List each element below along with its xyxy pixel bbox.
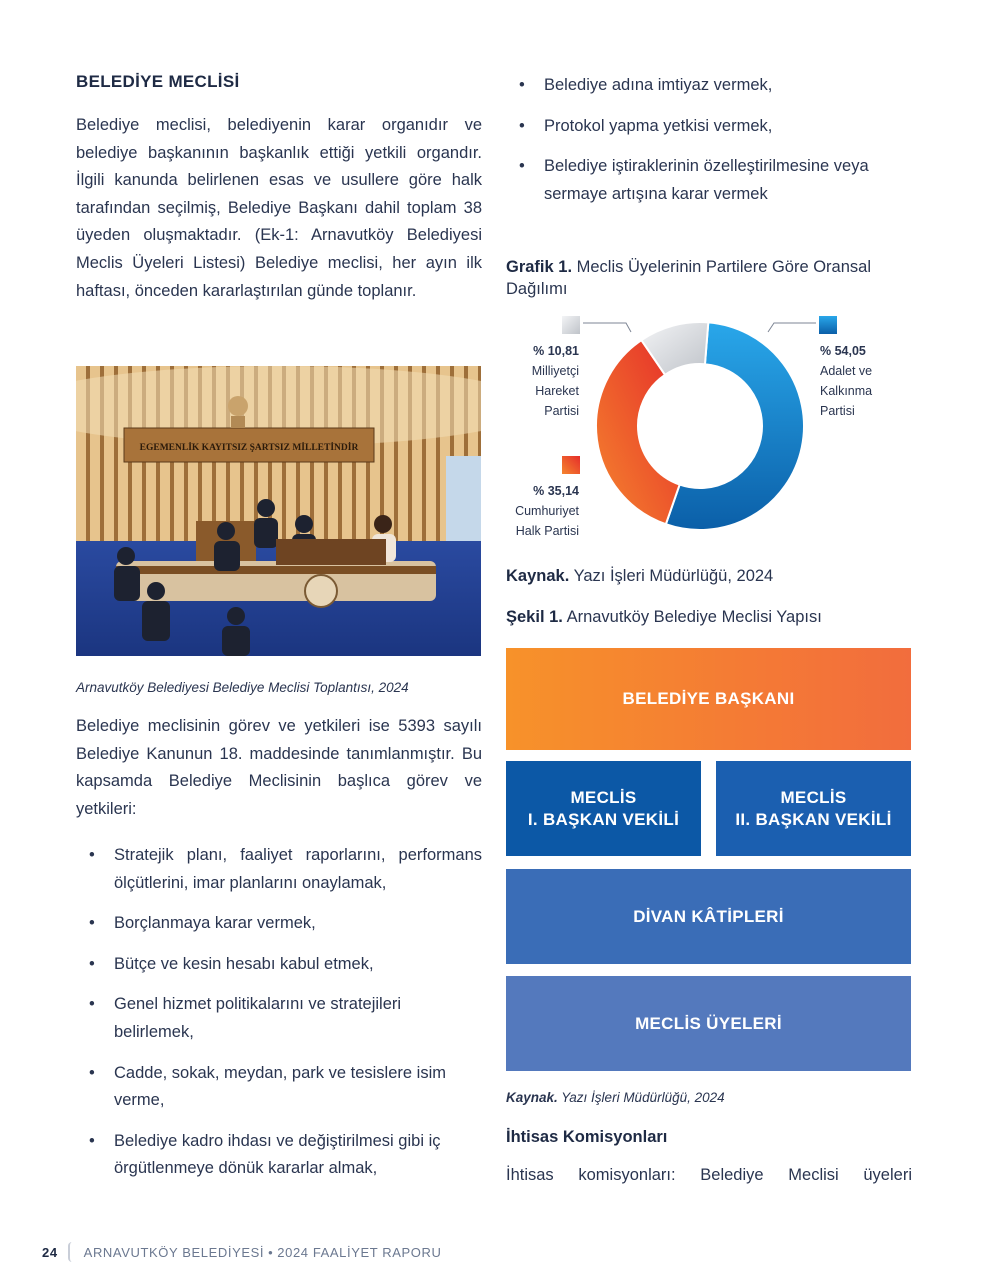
chart-source	[506, 567, 773, 586]
page-footer	[42, 1242, 442, 1262]
mhp-name-label: Milliyetçi	[531, 364, 579, 378]
chart-title-label: Grafik 1.	[506, 258, 573, 276]
org-box-first-vice-chair	[506, 761, 701, 856]
akp-name-label: Kalkınma	[820, 384, 873, 398]
org-box-divan-katipleri	[506, 869, 911, 964]
akp-legend-swatch	[819, 316, 837, 334]
org-box-label: DİVAN KÂTİPLERİ	[633, 906, 784, 926]
org-box-belediye-baskani	[506, 648, 911, 750]
akp-name-label: Partisi	[820, 404, 855, 418]
list-item: • Genel hizmet politikalarını ve stratejileri belirlemek,	[76, 991, 482, 1046]
footer-report: 2024 FAALİYET RAPORU	[277, 1244, 442, 1260]
duties-paragraph: Belediye meclisinin görev ve yetkileri ise 5393 sayılı Belediye Kanunun 18. maddesinde tanımlanmıştır. Bu kapsamda Belediye Meclisinin başlıca görev ve yetkileri:	[76, 717, 482, 818]
duties-list-right	[506, 72, 912, 208]
footer-divider	[68, 1242, 76, 1262]
chart-source-text: Yazı İşleri Müdürlüğü, 2024	[573, 567, 774, 585]
figure-title-label: Şekil 1.	[506, 608, 563, 626]
council-meeting-photo	[76, 366, 481, 656]
list-item: • Protokol yapma yetkisi vermek,	[506, 113, 912, 141]
photo-wall-text: EGEMENLİK KAYITSIZ ŞARTSIZ MİLLETİNDİR	[139, 443, 359, 453]
page-number: 24	[42, 1244, 58, 1260]
mhp-leader-line	[583, 323, 631, 332]
org-box-label: BELEDİYE BAŞKANI	[622, 689, 795, 708]
figure-title	[506, 608, 822, 627]
list-item: • Stratejik planı, faaliyet raporlarını, performans ölçütlerini, imar planlarını onaylamak,	[76, 842, 482, 897]
chart-title-text: Meclis Üyelerinin Partilere Göre Oransal Dağılımı	[506, 258, 871, 298]
footer-org: ARNAVUTKÖY BELEDİYESİ	[83, 1244, 265, 1260]
org-box-label: MECLİS ÜYELERİ	[635, 1013, 782, 1033]
chp-name-label: Cumhuriyet	[515, 504, 579, 518]
list-item: • Belediye adına imtiyaz vermek,	[506, 72, 912, 100]
org-box-label: II. BAŞKAN VEKİLİ	[735, 809, 892, 829]
duties-list-left	[76, 842, 482, 1183]
figure-title-text: Arnavutköy Belediye Meclisi Yapısı	[566, 608, 822, 626]
mhp-percent-label: % 10,81	[533, 344, 579, 358]
figure-source-text: Yazı İşleri Müdürlüğü, 2024	[561, 1090, 725, 1105]
chp-name-label: Halk Partisi	[515, 524, 579, 538]
akp-percent-label: % 54,05	[820, 344, 866, 358]
list-item: • Borçlanmaya karar vermek,	[76, 910, 482, 938]
chp-percent-label: % 35,14	[533, 484, 579, 498]
org-box-label: MECLİS	[780, 787, 847, 807]
mhp-name-label: Hareket	[535, 384, 579, 398]
list-item: • Belediye kadro ihdası ve değiştirilmesi gibi iç örgütlenmeye dönük kararlar almak,	[76, 1128, 482, 1183]
org-box-label: I. BAŞKAN VEKİLİ	[527, 809, 680, 829]
ihtisas-heading: İhtisas Komisyonları	[506, 1128, 668, 1146]
chp-legend-swatch	[562, 456, 580, 474]
photo-caption: Arnavutköy Belediyesi Belediye Meclisi Toplantısı, 2024	[76, 680, 409, 695]
chart-title	[506, 256, 912, 300]
footer-dot: •	[268, 1244, 274, 1260]
org-box-second-vice-chair	[716, 761, 911, 856]
mhp-legend-swatch	[562, 316, 580, 334]
org-box-label: MECLİS	[570, 787, 637, 807]
akp-name-label: Adalet ve	[820, 364, 873, 378]
chart-source-label: Kaynak.	[506, 567, 570, 585]
figure-source-label: Kaynak.	[506, 1090, 558, 1105]
list-item: • Cadde, sokak, meydan, park ve tesislere isim verme,	[76, 1060, 482, 1115]
list-item: • Belediye iştiraklerinin özelleştirilmesine veya sermaye artışına karar vermek	[506, 153, 912, 208]
org-box-meclis-uyeleri	[506, 976, 911, 1071]
mhp-name-label: Partisi	[544, 404, 579, 418]
section-heading: BELEDİYE MECLİSİ	[76, 72, 240, 91]
akp-leader-line	[768, 323, 816, 332]
ihtisas-paragraph: İhtisas komisyonları: Belediye Meclisi üyeleri	[506, 1166, 912, 1184]
list-item: • Bütçe ve kesin hesabı kabul etmek,	[76, 951, 482, 979]
figure-source	[506, 1090, 725, 1105]
party-distribution-donut-chart	[506, 310, 912, 550]
intro-paragraph: Belediye meclisi, belediyenin karar organıdır ve belediye başkanının başkanlık ettiği yetkili organdır. İlgili kanunda belirlenen esas ve usullere göre halk tarafından seçilmiş, Belediye Başkanı dahil toplam 38 üyeden oluşmaktadır. (Ek-1: Arnavutköy Belediyesi Meclis Üyeleri Listesi) Belediye meclisi, her ayın ilk haftası, önceden kararlaştırılan günde toplanır.	[76, 116, 482, 300]
